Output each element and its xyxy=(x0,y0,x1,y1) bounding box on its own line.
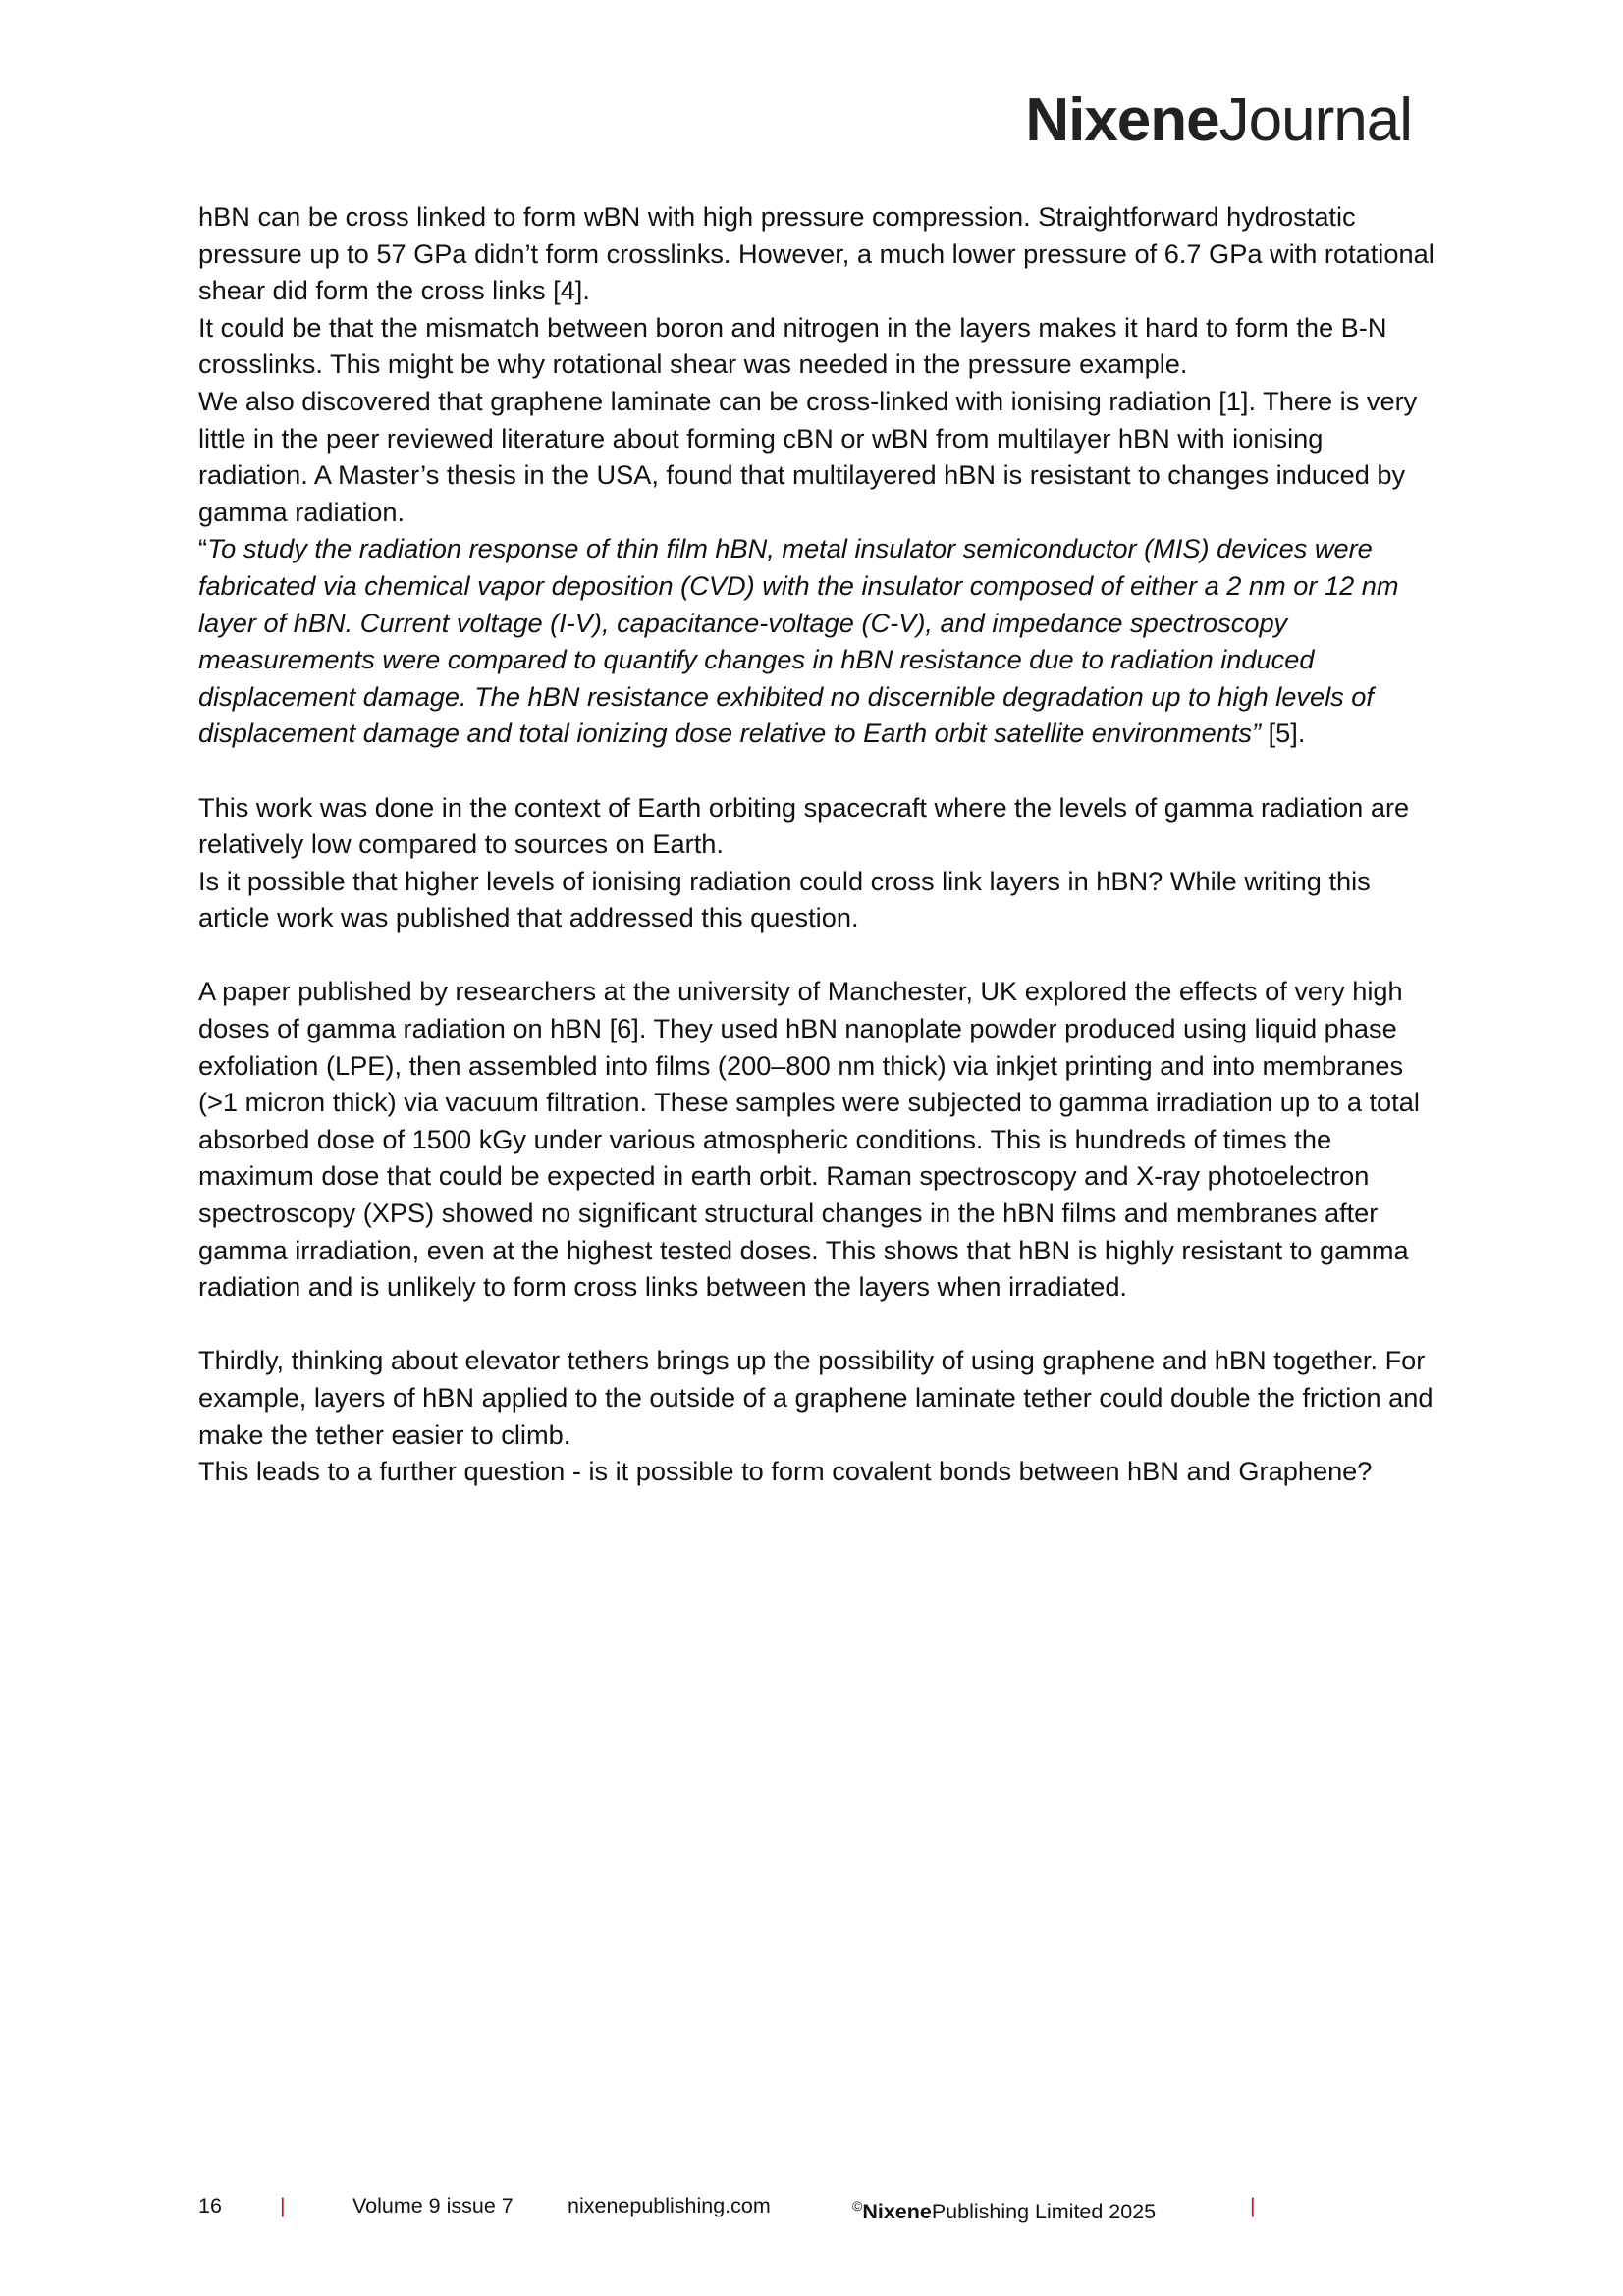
paragraph-manchester-study: A paper published by researchers at the university of Manchester, UK explored the effects of very high doses of gamma radiation on hBN [6]. They used hBN nanoplate powder produced using liquid phase exfoliation (LPE), then assembled into films (200–800 nm thick) via inkjet printing and into membranes (>1 micron thick) via vacuum filtration. These samples were subjected to gamma irradiation up to a total absorbed dose of 1500 kGy under various atmospheric conditions. This is hundreds of times the maximum dose that could be expected in earth orbit. Raman spectroscopy and X-ray photoelectron spectroscopy (XPS) showed no significant structural changes in the hBN films and membranes after gamma irradiation, even at the highest tested doses. This shows that hBN is highly resistant to gamma radiation and is unlikely to form cross links between the layers when irradiated. xyxy=(198,976,1420,1303)
footer-separator: | xyxy=(280,2194,286,2217)
logo-journal-text: Journal xyxy=(1218,86,1412,154)
footer-page-number: 16 xyxy=(198,2194,222,2217)
paragraph-thesis-quote xyxy=(198,530,1435,752)
paragraph-pressure-crosslink: hBN can be cross linked to form wBN with high pressure compression. Straightforward hydrostatic pressure up to 57 GPa didn’t form crosslinks. However, a much lower pressure of 6.7 GPa with rotational shear did form the cross links [4]. xyxy=(198,201,1434,306)
page-footer xyxy=(198,2191,1278,2223)
paragraph-ionising-radiation: We also discovered that graphene laminate can be cross-linked with ionising radiation [1]. There is very little in the peer reviewed literature about forming cBN or wBN from multilayer hBN with ionising radiation. A Master’s thesis in the USA, found that multilayered hBN is resistant to changes induced by gamma radiation. xyxy=(198,385,1418,527)
paragraph-boron-nitrogen-mismatch: It could be that the mismatch between boron and nitrogen in the layers makes it hard to form the B-N crosslinks. This might be why rotational shear was needed in the pressure example. xyxy=(198,311,1387,380)
logo-brand-text: Nixene xyxy=(1025,86,1219,154)
paragraph-gap xyxy=(198,936,1435,974)
paragraph-spacecraft-context: This work was done in the context of Earth orbiting spacecraft where the levels of gamma radiation are relatively low compared to sources on Earth. xyxy=(198,791,1410,860)
paragraph-higher-levels-question: Is it possible that higher levels of ionising radiation could cross link layers in hBN? While writing this article work was published that addressed this question. xyxy=(198,865,1371,934)
quote-open-mark: “ xyxy=(198,533,208,564)
footer-volume: Volume 9 issue 7 xyxy=(352,2194,514,2217)
paragraph-elevator-tethers: Thirdly, thinking about elevator tethers brings up the possibility of using graphene and hBN together. For example, layers of hBN applied to the outside of a graphene laminate tether could double the friction and make the tether easier to climb. xyxy=(198,1345,1434,1450)
footer-website-link[interactable]: nixenepublishing.com xyxy=(568,2194,771,2217)
article-body xyxy=(198,198,1435,1490)
footer-copyright xyxy=(852,2191,1156,2226)
quote-reference: [5]. xyxy=(1261,718,1306,749)
copyright-text: Publishing Limited 2025 xyxy=(931,2200,1157,2223)
paragraph-covalent-bonds-question: This leads to a further question - is it possible to form covalent bonds between hBN and Graphene? xyxy=(198,1456,1373,1487)
quote-text: To study the radiation response of thin film hBN, metal insulator semiconductor (MIS) devices were fabricated via chemical vapor deposition (CVD) with the insulator composed of either a 2 nm or 12 nm layer of hBN. Current voltage (I-V), capacitance-voltage (C-V), and impedance spectroscopy measurements were compared to quantify changes in hBN resistance due to radiation induced displacement damage. The hBN resistance exhibited no discernible degradation up to high levels of displacement damage and total ionizing dose relative to Earth orbit satellite environments” xyxy=(198,533,1399,749)
paragraph-gap xyxy=(198,1306,1435,1343)
paragraph-gap xyxy=(198,752,1435,789)
journal-logo xyxy=(1025,86,1412,154)
copyright-symbol: © xyxy=(852,2198,863,2214)
copyright-brand: Nixene xyxy=(862,2200,932,2223)
footer-separator-end: | xyxy=(1250,2194,1256,2217)
